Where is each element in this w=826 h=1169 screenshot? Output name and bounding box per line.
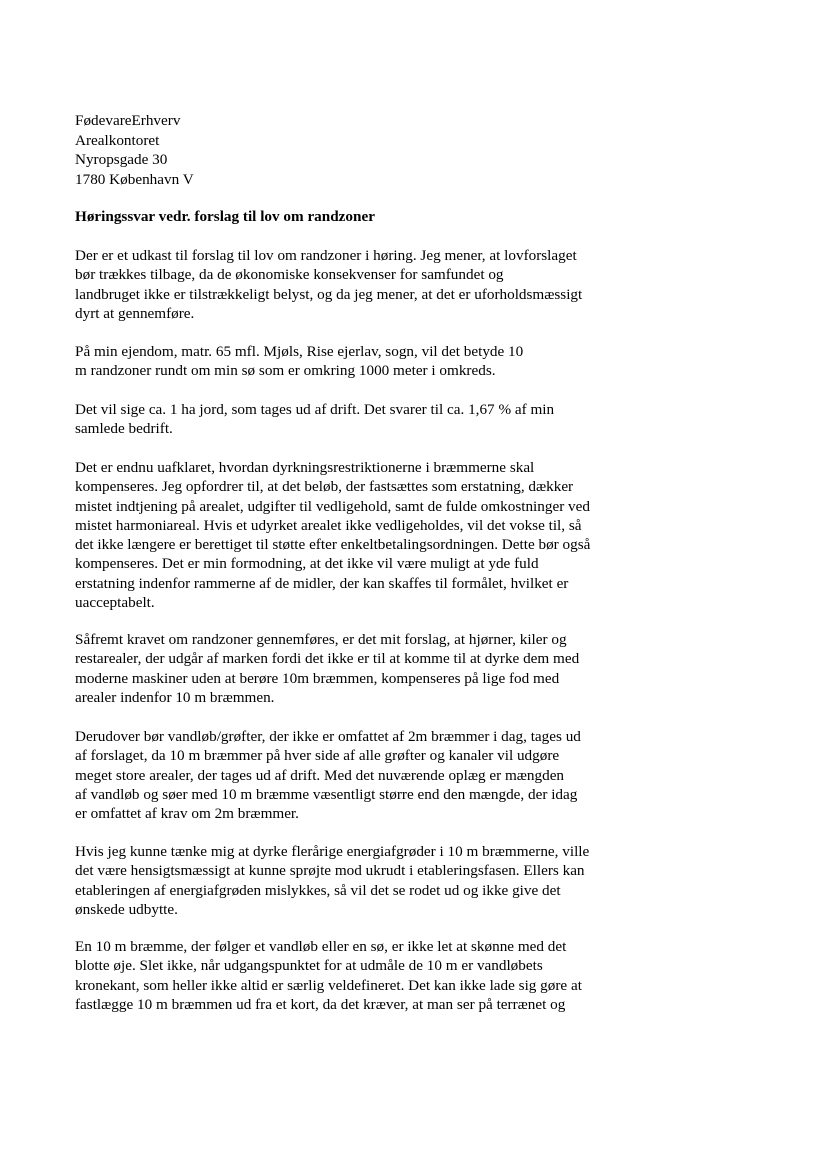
text-line: det være hensigtsmæssigt at kunne sprøjte mod ukrudt i etableringsfasen. Ellers kan [75, 862, 585, 880]
text-line: uacceptabelt. [75, 594, 155, 612]
paragraph-5 [75, 630, 579, 707]
text-line: meget store arealer, der tages ud af drift. Med det nuværende oplæg er mængden [75, 766, 565, 784]
text-line: Såfremt kravet om randzoner gennemføres, er det mit forslag, at hjørner, kiler og [75, 631, 567, 648]
text-line: fastlægge 10 m bræmmen ud fra et kort, da det kræver, at man ser på terrænet og [75, 995, 566, 1013]
letter-subject: Høringssvar vedr. forslag til lov om randzoner [75, 208, 375, 225]
address-line: Arealkontoret [75, 131, 160, 149]
address-line: 1780 København V [75, 170, 194, 188]
text-line: kronekant, som heller ikke altid er særlig veldefineret. Det kan ikke lade sig gøre at [75, 976, 582, 994]
paragraph-7 [75, 842, 589, 919]
text-line: mistet harmoniareal. Hvis et udyrket arealet ikke vedligeholdes, vil det vokse til, så [75, 516, 582, 534]
recipient-address [75, 111, 194, 189]
text-line: bør trækkes tilbage, da de økonomiske konsekvenser for samfundet og [75, 266, 504, 284]
text-line: Der er et udkast til forslag til lov om randzoner i høring. Jeg mener, at lovforslaget [75, 247, 577, 264]
text-line: blotte øje. Slet ikke, når udgangspunktet for at udmåle de 10 m er vandløbets [75, 957, 543, 975]
text-line: erstatning indenfor rammerne af de midler, der kan skaffes til formålet, hvilket er [75, 574, 569, 592]
text-line: moderne maskiner uden at berøre 10m bræmmen, kompenseres på lige fod med [75, 669, 560, 687]
text-line: kompenseres. Det er min formodning, at det ikke vil være muligt at yde fuld [75, 555, 539, 573]
address-line: Nyropsgade 30 [75, 151, 168, 168]
text-line: m randzoner rundt om min sø som er omkring 1000 meter i omkreds. [75, 362, 496, 380]
text-line: af vandløb og søer med 10 m bræmme væsentligt større end den mængde, der idag [75, 785, 578, 803]
paragraph-4 [75, 458, 590, 612]
text-line: ønskede udbytte. [75, 900, 178, 918]
text-line: landbruget ikke er tilstrækkeligt belyst, og da jeg mener, at det er uforholdsmæssigt [75, 285, 583, 303]
text-line: restarealer, der udgår af marken fordi det ikke er til at komme til at dyrke dem med [75, 650, 580, 668]
text-line: af forslaget, da 10 m bræmmer på hver side af alle grøfter og kanaler vil udgøre [75, 747, 560, 765]
text-line: På min ejendom, matr. 65 mfl. Mjøls, Rise ejerlav, sogn, vil det betyde 10 [75, 343, 524, 360]
paragraph-2 [75, 342, 523, 381]
text-line: Det vil sige ca. 1 ha jord, som tages ud af drift. Det svarer til ca. 1,67 % af min [75, 401, 555, 418]
paragraph-6 [75, 727, 581, 823]
text-line: dyrt at gennemføre. [75, 304, 195, 322]
text-line: kompenseres. Jeg opfordrer til, at det beløb, der fastsættes som erstatning, dækker [75, 478, 574, 496]
paragraph-1 [75, 246, 582, 323]
text-line: etableringen af energiafgrøden mislykkes, så vil det se rodet ud og ikke give det [75, 881, 561, 899]
text-line: Hvis jeg kunne tænke mig at dyrke flerårige energiafgrøder i 10 m bræmmerne, ville [75, 843, 590, 860]
address-line: FødevareErhverv [75, 112, 181, 129]
text-line: det ikke længere er berettiget til støtte efter enkeltbetalingsordningen. Dette bør også [75, 536, 591, 554]
text-line: En 10 m bræmme, der følger et vandløb eller en sø, er ikke let at skønne med det [75, 938, 567, 955]
text-line: samlede bedrift. [75, 420, 173, 438]
text-line: mistet indtjening på arealet, udgifter til vedligehold, samt de fulde omkostninger ved [75, 497, 590, 515]
text-line: Det er endnu uafklaret, hvordan dyrkningsrestriktionerne i bræmmerne skal [75, 459, 535, 476]
text-line: arealer indenfor 10 m bræmmen. [75, 688, 275, 706]
paragraph-3 [75, 400, 554, 439]
paragraph-8 [75, 937, 582, 1014]
text-line: er omfattet af krav om 2m bræmmer. [75, 805, 299, 823]
text-line: Derudover bør vandløb/grøfter, der ikke er omfattet af 2m bræmmer i dag, tages ud [75, 728, 581, 745]
